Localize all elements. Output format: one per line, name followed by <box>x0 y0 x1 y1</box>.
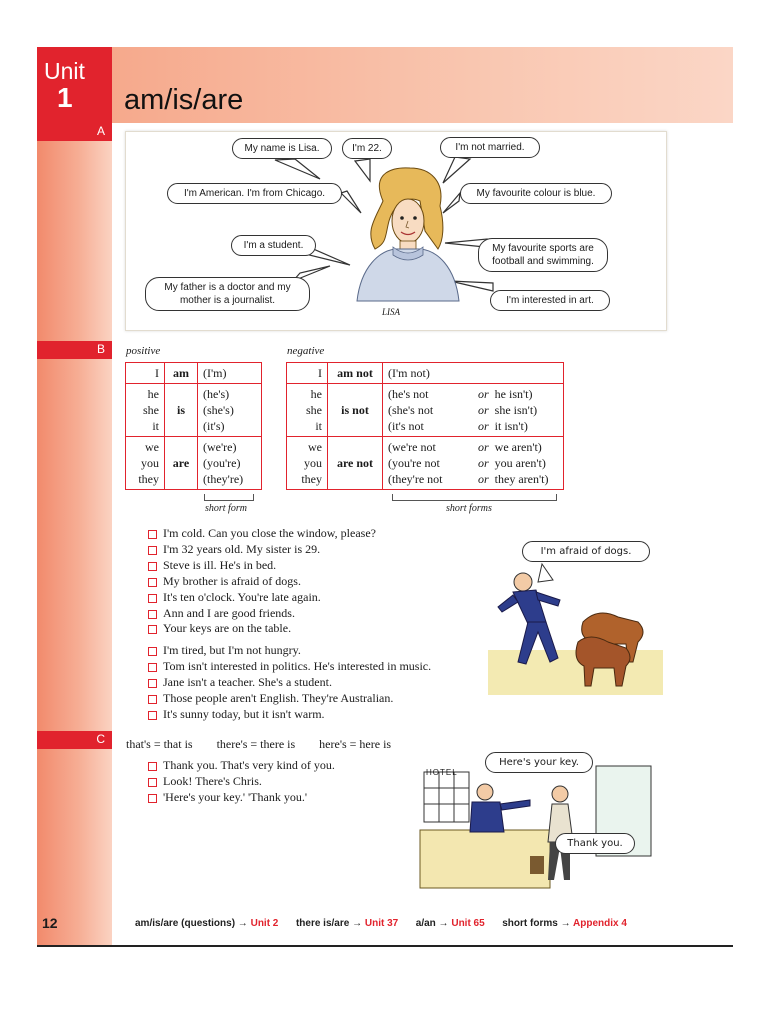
checkbox-square-icon <box>148 794 157 803</box>
example-sentence: Jane isn't a teacher. She's a student. <box>163 674 332 689</box>
example-sentence: Look! There's Chris. <box>163 773 262 788</box>
checkbox-square-icon <box>148 610 157 619</box>
subject-cell: we you they <box>287 437 328 490</box>
list-item <box>146 621 376 637</box>
list-item <box>146 526 376 542</box>
list-item <box>146 790 335 806</box>
short-form-cell: (we're) (you're) (they're) <box>198 437 262 490</box>
short-form-caption: short form <box>205 503 247 514</box>
example-sentence: It's ten o'clock. You're late again. <box>163 589 321 604</box>
short-forms-caption: short forms <box>446 503 492 514</box>
ref-link-unit-2[interactable]: Unit 2 <box>250 918 279 929</box>
list-item <box>146 675 431 691</box>
bubble-name: My name is Lisa. <box>232 138 332 159</box>
ref-link-unit-65[interactable]: Unit 65 <box>451 918 485 929</box>
list-item <box>146 590 376 606</box>
examples-c-list <box>146 758 335 806</box>
page-number: 12 <box>42 915 58 931</box>
bubble-parents: My father is a doctor and my mother is a journalist. <box>145 277 310 311</box>
phrase-thats: that's = that is <box>126 737 193 751</box>
ref-text-1: am/is/are (questions) → <box>135 918 251 929</box>
table-row <box>287 384 564 437</box>
examples-positive-list <box>146 526 376 637</box>
short-form-cell <box>383 384 564 437</box>
short-form-text: (he's not (she's not (it's not <box>388 387 434 433</box>
example-sentence: I'm cold. Can you close the window, please? <box>163 526 376 540</box>
verb-cell: is not <box>328 384 383 437</box>
positive-table <box>125 362 262 490</box>
table-row <box>287 363 564 384</box>
dogs-illustration <box>488 562 663 697</box>
unit-number: 1 <box>57 82 73 113</box>
list-item <box>146 574 376 590</box>
example-sentence: Ann and I are good friends. <box>163 605 295 620</box>
bubble-thank-you: Thank you. <box>555 833 635 854</box>
ref-text-2: there is/are → <box>295 918 365 929</box>
checkbox-square-icon <box>148 625 157 634</box>
list-item <box>146 542 376 558</box>
positive-label: positive <box>126 345 161 357</box>
short-forms-brace <box>392 494 557 501</box>
lisa-caption: LISA <box>382 307 400 317</box>
checkbox-square-icon <box>148 762 157 771</box>
checkbox-square-icon <box>148 647 157 656</box>
example-sentence: It's sunny today, but it isn't warm. <box>163 706 325 721</box>
subject-cell: we you they <box>126 437 165 490</box>
subject-cell: I <box>126 363 165 384</box>
unit-label: Unit <box>44 58 85 84</box>
checkbox-square-icon <box>148 562 157 571</box>
ref-link-unit-37[interactable]: Unit 37 <box>364 918 399 929</box>
list-item <box>146 659 431 675</box>
bubble-favourite-colour: My favourite colour is blue. <box>460 183 612 204</box>
section-marker-a: A <box>37 123 112 141</box>
cross-references <box>135 918 627 929</box>
phrase-heres: here's = here is <box>319 737 392 751</box>
bubble-student: I'm a student. <box>231 235 316 256</box>
example-sentence: My brother is afraid of dogs. <box>163 573 301 588</box>
alt-short-form-text: we aren't) you aren't) they aren't) <box>494 440 549 486</box>
bubble-american: I'm American. I'm from Chicago. <box>167 183 342 204</box>
short-form-text: (we're not (you're not (they're not <box>388 440 443 486</box>
example-sentence: 'Here's your key.' 'Thank you.' <box>163 789 307 804</box>
example-sentence: Your keys are on the table. <box>163 621 292 636</box>
verb-cell: are not <box>328 437 383 490</box>
checkbox-square-icon <box>148 663 157 672</box>
list-item <box>146 707 431 723</box>
section-marker-b: B <box>37 341 112 359</box>
bubble-favourite-sports: My favourite sports are football and swimming. <box>478 238 608 272</box>
or-word: or or or <box>478 387 489 433</box>
checkbox-square-icon <box>148 695 157 704</box>
short-form-cell: (he's) (she's) (it's) <box>198 384 262 437</box>
short-form-text: (I'm not) <box>388 366 430 380</box>
list-item <box>146 758 335 774</box>
alt-short-form-text: he isn't) she isn't) it isn't) <box>494 387 538 433</box>
short-form-brace <box>204 494 254 501</box>
ref-text-4: short forms → <box>502 918 573 929</box>
bubble-age: I'm 22. <box>342 138 392 159</box>
short-form-cell <box>383 437 564 490</box>
table-row <box>126 363 262 384</box>
checkbox-square-icon <box>148 578 157 587</box>
table-row <box>126 384 262 437</box>
verb-cell: is <box>165 384 198 437</box>
ref-link-appendix-4[interactable]: Appendix 4 <box>573 918 627 929</box>
list-item <box>146 643 431 659</box>
phrase-theres: there's = there is <box>216 737 296 751</box>
list-item <box>146 691 431 707</box>
verb-cell: are <box>165 437 198 490</box>
left-margin-strip <box>37 47 112 945</box>
example-sentence: I'm tired, but I'm not hungry. <box>163 643 301 657</box>
list-item <box>146 774 335 790</box>
bubble-afraid-of-dogs: I'm afraid of dogs. <box>522 541 650 562</box>
bottom-rule <box>37 945 733 947</box>
example-sentence: Thank you. That's very kind of you. <box>163 758 335 772</box>
short-form-cell: (I'm) <box>198 363 262 384</box>
section-marker-c: C <box>37 731 112 749</box>
short-form-cell <box>383 363 564 384</box>
subject-cell: he she it <box>287 384 328 437</box>
checkbox-square-icon <box>148 679 157 688</box>
ref-text-3: a/an → <box>415 918 452 929</box>
subject-cell: I <box>287 363 328 384</box>
example-sentence: Steve is ill. He's in bed. <box>163 557 277 572</box>
subject-cell: he she it <box>126 384 165 437</box>
bubble-heres-your-key: Here's your key. <box>485 752 593 773</box>
table-row <box>287 437 564 490</box>
checkbox-square-icon <box>148 530 157 539</box>
verb-cell: am <box>165 363 198 384</box>
example-sentence: Those people aren't English. They're Australian. <box>163 690 394 705</box>
checkbox-square-icon <box>148 711 157 720</box>
example-sentence: I'm 32 years old. My sister is 29. <box>163 541 321 556</box>
verb-cell: am not <box>328 363 383 384</box>
list-item <box>146 558 376 574</box>
example-sentence: Tom isn't interested in politics. He's interested in music. <box>163 658 432 673</box>
checkbox-square-icon <box>148 546 157 555</box>
page-title: am/is/are <box>124 84 244 116</box>
table-row <box>126 437 262 490</box>
list-item <box>146 606 376 622</box>
examples-negative-list <box>146 643 431 723</box>
bubble-not-married: I'm not married. <box>440 137 540 158</box>
negative-table <box>286 362 564 490</box>
hotel-sign: HOTEL <box>426 768 458 777</box>
bubble-interested-in-art: I'm interested in art. <box>490 290 610 311</box>
checkbox-square-icon <box>148 594 157 603</box>
negative-label: negative <box>287 345 325 357</box>
or-word: or or or <box>478 440 489 486</box>
contraction-phrases <box>126 737 391 752</box>
checkbox-square-icon <box>148 778 157 787</box>
